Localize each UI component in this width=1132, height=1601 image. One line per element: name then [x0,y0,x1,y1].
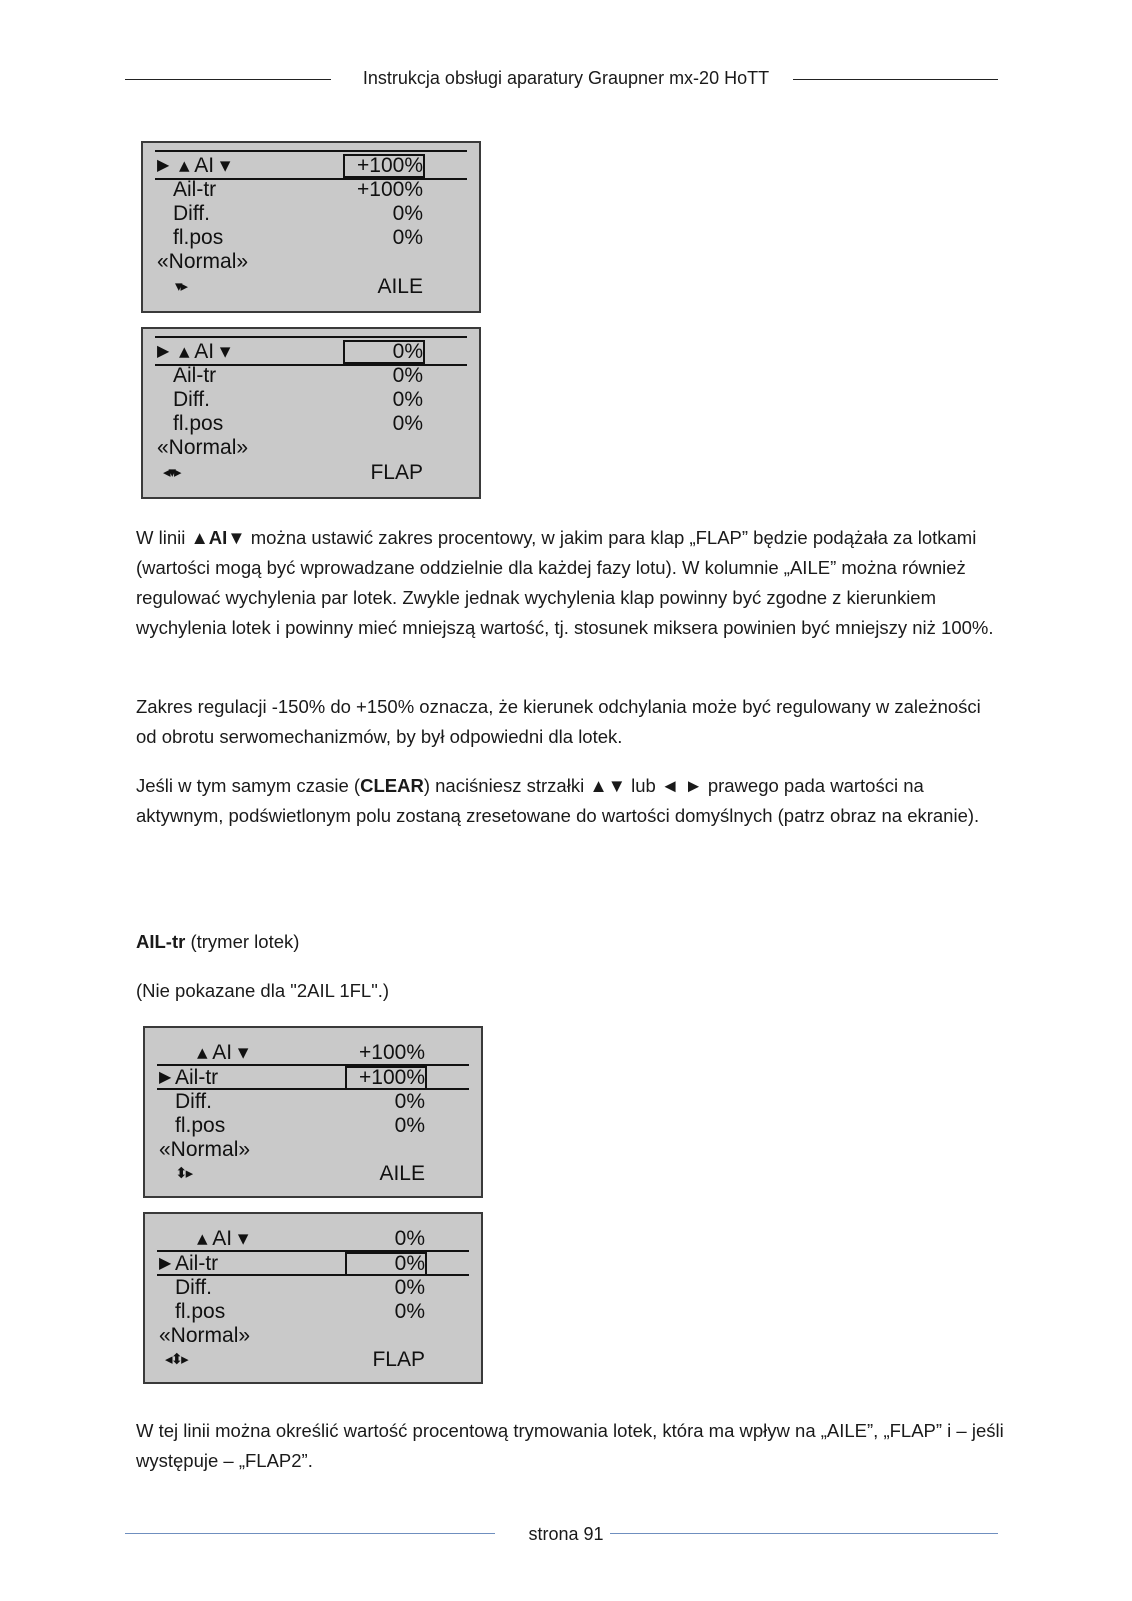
lcd-phase-label: «Normal» [159,1324,251,1347]
header-rule-right [793,79,998,80]
lcd-screen-ai-aile [141,141,481,313]
lcd-top-rule [155,336,467,338]
paragraph-bold-ai: ▲AI▼ [190,527,246,548]
lcd-row-ailtr-label: Ail-tr [173,364,217,387]
cursor-arrow-icon: ▶ [157,157,170,174]
lcd-row-flpos-label: fl.pos [173,226,224,249]
paragraph-ai-description [136,523,1006,643]
lcd-row-diff-value: 0% [394,1276,425,1299]
lcd-row-ailtr-value: 0% [394,1252,425,1275]
nav-arrows-icon: ◂⬍▸ [165,1351,187,1368]
lcd-row-diff-label: Diff. [175,1276,212,1299]
paragraph-text: ) naciśniesz strzałki ▲▼ lub ◄ ► prawego pada wartości na aktywnym, podświetlonym polu zostaną zresetowane do wartości domyślnych (patrz obraz na ekranie). [136,775,980,826]
lcd-row-ailtr-value: +100% [357,178,423,201]
lcd-row-ailtr-label: Ail-tr [173,178,217,201]
lcd-row-diff-label: Diff. [173,202,210,225]
lcd-phase-label: «Normal» [159,1138,251,1161]
section-heading-rest: (trymer lotek) [185,931,300,952]
cursor-arrow-icon: ▶ [159,1255,172,1272]
paragraph-range: Zakres regulacji -150% do +150% oznacza, że kierunek odchylania może być regulowany w zależności od obrotu serwomechanizmów, by był odpowiedni dla lotek. [136,696,981,747]
lcd-row-ai-value: +100% [359,1041,425,1064]
paragraph-ailtr-description: W tej linii można określić wartość procentową trymowania lotek, która ma wpływ na „AILE”, „FLAP” i – jeśli występuje – „FLAP2”. [136,1420,1004,1471]
lcd-row-ai-label: ▴ AI ▾ [179,154,231,177]
lcd-screen-ailtr-aile [143,1026,483,1198]
paragraph-bold-clear: CLEAR [360,775,424,796]
footer-rule-right [610,1533,998,1534]
lcd-row-ai-label: ▴ AI ▾ [179,340,231,363]
cursor-arrow-icon: ▶ [159,1069,172,1086]
paragraph-text: można ustawić zakres procentowy, w jakim para klap „FLAP” będzie podążała za lotkami (wartości mogą być wprowadzane oddzielnie dla każdej fazy lotu). W kolumnie „AILE” można również regulować wychylenia par lotek. Zwykle jednak wychylenia klap powinny być zgodne z kierunkiem wychylenia lotek i powinny mieć mniejszą wartość, tj. stosunek miksera powinien być mniejszy niż 100%. [136,527,994,638]
lcd-screen-ailtr-flap [143,1212,483,1384]
lcd-row-ailtr-value: 0% [392,364,423,387]
paragraph-text: W linii [136,527,191,548]
lcd-row-diff-label: Diff. [175,1090,212,1113]
page-number: strona 91 [528,1524,604,1544]
lcd-row-ai-label: ▴ AI ▾ [197,1041,249,1064]
lcd-row-ai-value: +100% [357,154,423,177]
lcd-row-flpos-label: fl.pos [173,412,224,435]
lcd-row-ailtr-label: Ail-tr [175,1066,219,1089]
lcd-row-flpos-label: fl.pos [175,1114,226,1137]
lcd-row-ailtr-label: Ail-tr [175,1252,219,1275]
lcd-row-diff-value: 0% [392,202,423,225]
paragraph-text: Jeśli w tym samym czasie ( [136,775,361,796]
lcd-phase-label: «Normal» [157,250,249,273]
lcd-row-flpos-label: fl.pos [175,1300,226,1323]
cursor-arrow-icon: ▶ [157,343,170,360]
lcd-column-label: AILE [377,275,423,298]
lcd-column-label: FLAP [372,1348,425,1371]
lcd-screen-ai-flap [141,327,481,499]
nav-arrows-icon: ⬍▸ [175,1165,192,1182]
lcd-row-diff-value: 0% [392,388,423,411]
nav-arrows-icon: ◂▾▸ [163,464,180,481]
lcd-phase-label: «Normal» [157,436,249,459]
lcd-row-diff-label: Diff. [173,388,210,411]
lcd-column-label: FLAP [370,461,423,484]
lcd-row-ai-label: ▴ AI ▾ [197,1227,249,1250]
lcd-row-flpos-value: 0% [392,226,423,249]
lcd-row-diff-value: 0% [394,1090,425,1113]
nav-arrows-icon: ▾▸ [175,278,187,295]
lcd-row-flpos-value: 0% [392,412,423,435]
lcd-row-flpos-value: 0% [394,1300,425,1323]
lcd-row-flpos-value: 0% [394,1114,425,1137]
lcd-row-ai-value: 0% [392,340,423,363]
note-not-shown: (Nie pokazane dla "2AIL 1FL".) [136,980,390,1001]
page-header-title: Instrukcja obsługi aparatury Graupner mx-20 HoTT [362,68,770,88]
paragraph-clear [136,771,1006,831]
lcd-row-ai-value: 0% [394,1227,425,1250]
section-heading-ailtr [136,927,1006,957]
section-heading-bold: AIL-tr [136,931,186,952]
lcd-column-label: AILE [379,1162,425,1185]
lcd-top-rule [155,150,467,152]
lcd-row-ailtr-value: +100% [359,1066,425,1089]
